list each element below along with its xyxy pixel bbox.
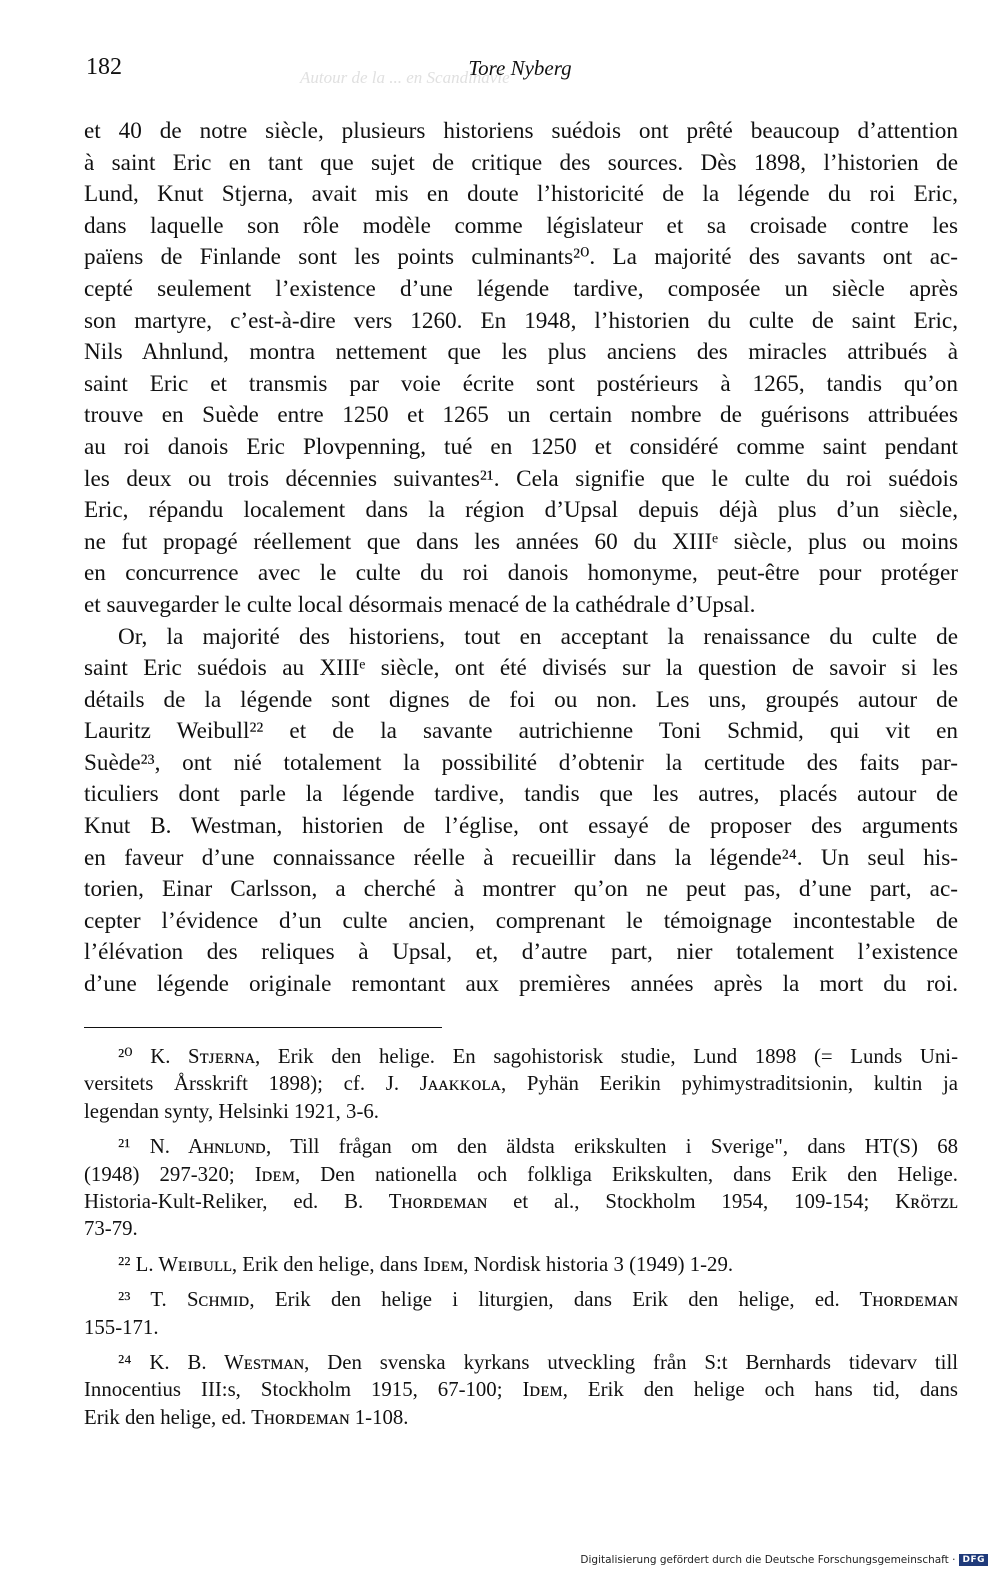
footer-credit: Digitalisierung gefördert durch die Deutsche Forschungsgemeinschaft · xyxy=(580,1554,956,1566)
footnote-23 xyxy=(84,1286,958,1341)
body-line: Nils Ahnlund, montra nettement que les plus anciens des miracles attribués à xyxy=(84,339,958,366)
footnote-line: (1948) 297-320; Iᴅᴇᴍ, Den nationella och folkliga Erikskulten, dans Erik den Helige. xyxy=(84,1162,958,1186)
body-line: torien, Einar Carlsson, a cherché à montrer qu’on ne peut pas, d’une part, ac- xyxy=(84,876,958,903)
footnotes xyxy=(84,1043,958,1439)
page-header xyxy=(86,54,954,84)
footnote-line: Erik den helige, ed. Tʜᴏʀᴅᴇᴍᴀɴ 1-108. xyxy=(84,1405,409,1429)
body-line: cepté seulement l’existence d’une légende tardive, composée un siècle après xyxy=(84,275,958,302)
body-line: païens de Finlande sont les points culminants²⁰. La majorité des savants ont ac- xyxy=(84,244,958,271)
body-line: en concurrence avec le culte du roi danois homonyme, peut-être pour protéger xyxy=(84,560,958,587)
body-text xyxy=(84,116,958,1001)
body-line: Or, la majorité des historiens, tout en acceptant la renaissance du culte de xyxy=(118,623,958,650)
body-line: ne fut propagé réellement que dans les années 60 du XIIIᵉ siècle, plus ou moins xyxy=(84,528,958,555)
body-line: et sauvegarder le culte local désormais menacé de la cathédrale d’Upsal. xyxy=(84,591,756,618)
footnote-24 xyxy=(84,1349,958,1431)
body-line: trouve en Suède entre 1250 et 1265 un certain nombre de guérisons attribuées xyxy=(84,402,958,429)
body-line: Lund, Knut Stjerna, avait mis en doute l’historicité de la légende du roi Eric, xyxy=(84,181,958,208)
body-line: les deux ou trois décennies suivantes²¹. Cela signifie que le culte du roi suédois xyxy=(84,465,958,492)
body-line: d’une légende originale remontant aux premières années après la mort du roi. xyxy=(84,971,958,998)
footnote-21 xyxy=(84,1133,958,1243)
dfg-logo-icon: DFG xyxy=(959,1554,988,1566)
running-head: Tore Nyberg xyxy=(468,56,572,80)
footnote-line: Innocentius III:s, Stockholm 1915, 67-100; Iᴅᴇᴍ, Erik den helige och hans tid, dans xyxy=(84,1378,958,1402)
footnote-line: ²³ T. Sᴄʜᴍɪᴅ, Erik den helige i liturgien, dans Erik den helige, ed. Tʜᴏʀᴅᴇᴍᴀɴ xyxy=(118,1288,958,1312)
page-number: 182 xyxy=(86,54,122,80)
body-line: Suède²³, ont nié totalement la possibilité d’obtenir la certitude des faits par- xyxy=(84,749,958,776)
footnote-line: ²⁰ K. Sᴛᴊᴇʀɴᴀ, Erik den helige. En sagohistorisk studie, Lund 1898 (= Lunds Uni- xyxy=(118,1045,958,1068)
footnote-line: 155-171. xyxy=(84,1315,159,1339)
footnote-22 xyxy=(84,1251,958,1278)
body-line: à saint Eric en tant que sujet de critique des sources. Dès 1898, l’historien de xyxy=(84,149,958,176)
bleed-through-text: Autour de la ... en Scandinavie xyxy=(300,68,510,87)
body-line: au roi danois Eric Plovpenning, tué en 1250 et considéré comme saint pendant xyxy=(84,433,958,460)
body-line: Knut B. Westman, historien de l’église, ont essayé de proposer des arguments xyxy=(84,813,958,840)
footnote-line: Historia-Kult-Reliker, ed. B. Tʜᴏʀᴅᴇᴍᴀɴ et al., Stockholm 1954, 109-154; Kʀöᴛᴢʟ xyxy=(84,1189,958,1213)
body-line: ticuliers dont parle la légende tardive, tandis que les autres, placés autour de xyxy=(84,781,958,808)
footnote-rule xyxy=(84,1027,442,1028)
body-line: l’élévation des reliques à Upsal, et, d’autre part, nier totalement l’existence xyxy=(84,939,958,966)
footnote-line: legendan synty, Helsinki 1921, 3-6. xyxy=(84,1099,379,1123)
body-line: saint Eric et transmis par voie écrite sont postérieurs à 1265, tandis qu’on xyxy=(84,370,958,397)
footnote-line: ²⁴ K. B. Wᴇsᴛᴍᴀɴ, Den svenska kyrkans utveckling från S:t Bernhards tidevarv till xyxy=(118,1350,958,1374)
footnote-20 xyxy=(84,1043,958,1125)
body-line: saint Eric suédois au XIIIᵉ siècle, ont été divisés sur la question de savoir si les xyxy=(84,655,958,682)
body-line: cepter l’évidence d’un culte ancien, comprenant le témoignage incontestable de xyxy=(84,907,958,934)
digitization-footer xyxy=(580,1554,988,1566)
footnote-line: 73-79. xyxy=(84,1217,138,1241)
body-line: son martyre, c’est-à-dire vers 1260. En 1948, l’historien du culte de saint Eric, xyxy=(84,307,958,334)
body-line: dans laquelle son rôle modèle comme législateur et sa croisade contre les xyxy=(84,212,958,239)
footnote-line: versitets Årsskrift 1898); cf. J. Jᴀᴀᴋᴋᴏʟᴀ, Pyhän Eerikin pyhimystraditsionin, kultin ja xyxy=(84,1072,958,1096)
footnote-line: ²¹ N. Aʜɴʟᴜɴᴅ, Till frågan om den äldsta erikskulten i Sverige", dans HT(S) 68 xyxy=(118,1135,958,1159)
body-line: Lauritz Weibull²² et de la savante autrichienne Toni Schmid, qui vit en xyxy=(84,718,958,745)
body-line: en faveur d’une connaissance réelle à recueillir dans la légende²⁴. Un seul his- xyxy=(84,844,958,871)
body-line: Eric, répandu localement dans la région d’Upsal depuis déjà plus d’un siècle, xyxy=(84,497,958,524)
body-line: et 40 de notre siècle, plusieurs historiens suédois ont prêté beaucoup d’attention xyxy=(84,118,958,144)
footnote-line: ²² L. Wᴇɪʙᴜʟʟ, Erik den helige, dans Iᴅᴇᴍ, Nordisk historia 3 (1949) 1-29. xyxy=(118,1252,734,1276)
body-line: détails de la légende sont dignes de foi ou non. Les uns, groupés autour de xyxy=(84,686,958,713)
